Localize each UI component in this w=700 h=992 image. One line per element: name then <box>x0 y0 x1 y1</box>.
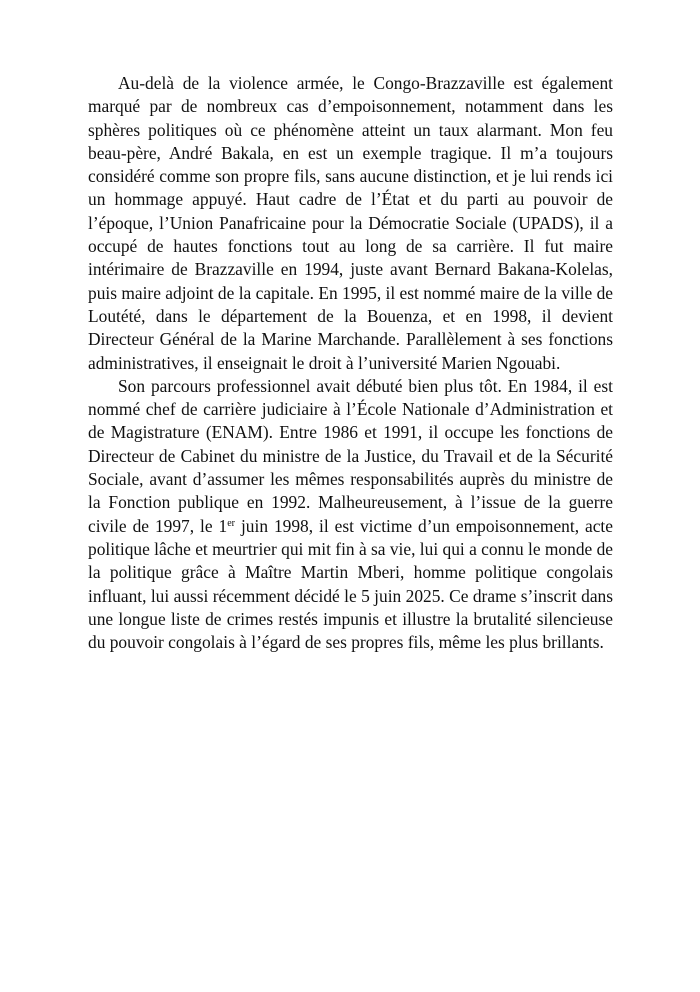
document-page <box>88 72 613 654</box>
paragraph-1 <box>88 72 613 375</box>
paragraph-2 <box>88 375 613 655</box>
paragraph-2-text-end: juin 1998, il est victime d’un empoisonnement, acte politique lâche et meurtrier qui mit fin à sa vie, lui qui a connu le monde de la politique grâce à Maître Martin Mberi, homme politique congolais influant, lui aussi récemment décidé le 5 juin 2025. Ce drame s’inscrit dans une longue liste de crimes restés impunis et illustre la brutalité silencieuse du pouvoir congolais à l’égard de ses propres fils, même les plus brillants. <box>88 515 613 653</box>
ordinal-superscript: er <box>227 517 236 529</box>
paragraph-1-text: Au-delà de la violence armée, le Congo-Brazzaville est également marqué par de nombreux cas d’empoisonnement, notamment dans les sphères politiques où ce phénomène atteint un taux alarmant. Mon feu beau-père, André Bakala, en est un exemple tragique. Il m’a toujours considéré comme son propre fils, sans aucune distinction, et je lui rends ici un hommage appuyé. Haut cadre de l’État et du parti au pouvoir de l’époque, l’Union Panafricaine pour la Démocratie Sociale (UPADS), il a occupé de hautes fonctions tout au long de sa carrière. Il fut maire intérimaire de Brazzaville en 1994, juste avant Bernard Bakana-Kolelas, puis maire adjoint de la capitale. En 1995, il est nommé maire de la ville de Loutété, dans le département de la Bouenza, et en 1998, il devient Directeur Général de la Marine Marchande. Parallèlement à ses fonctions administratives, il enseignait le droit à l’université Marien Ngouabi. <box>88 73 613 373</box>
paragraph-2-text-start: Son parcours professionnel avait débuté bien plus tôt. En 1984, il est nommé chef de carrière judiciaire à l’École Nationale d’Administration et de Magistrature (ENAM). Entre 1986 et 1991, il occupe les fonctions de Directeur de Cabinet du ministre de la Justice, du Travail et de la Sécurité Sociale, avant d’assumer les mêmes responsabilités auprès du ministre de la Fonction publique en 1992. Malheureusement, à l’issue de la guerre civile de 1997, le 1 <box>88 375 613 536</box>
